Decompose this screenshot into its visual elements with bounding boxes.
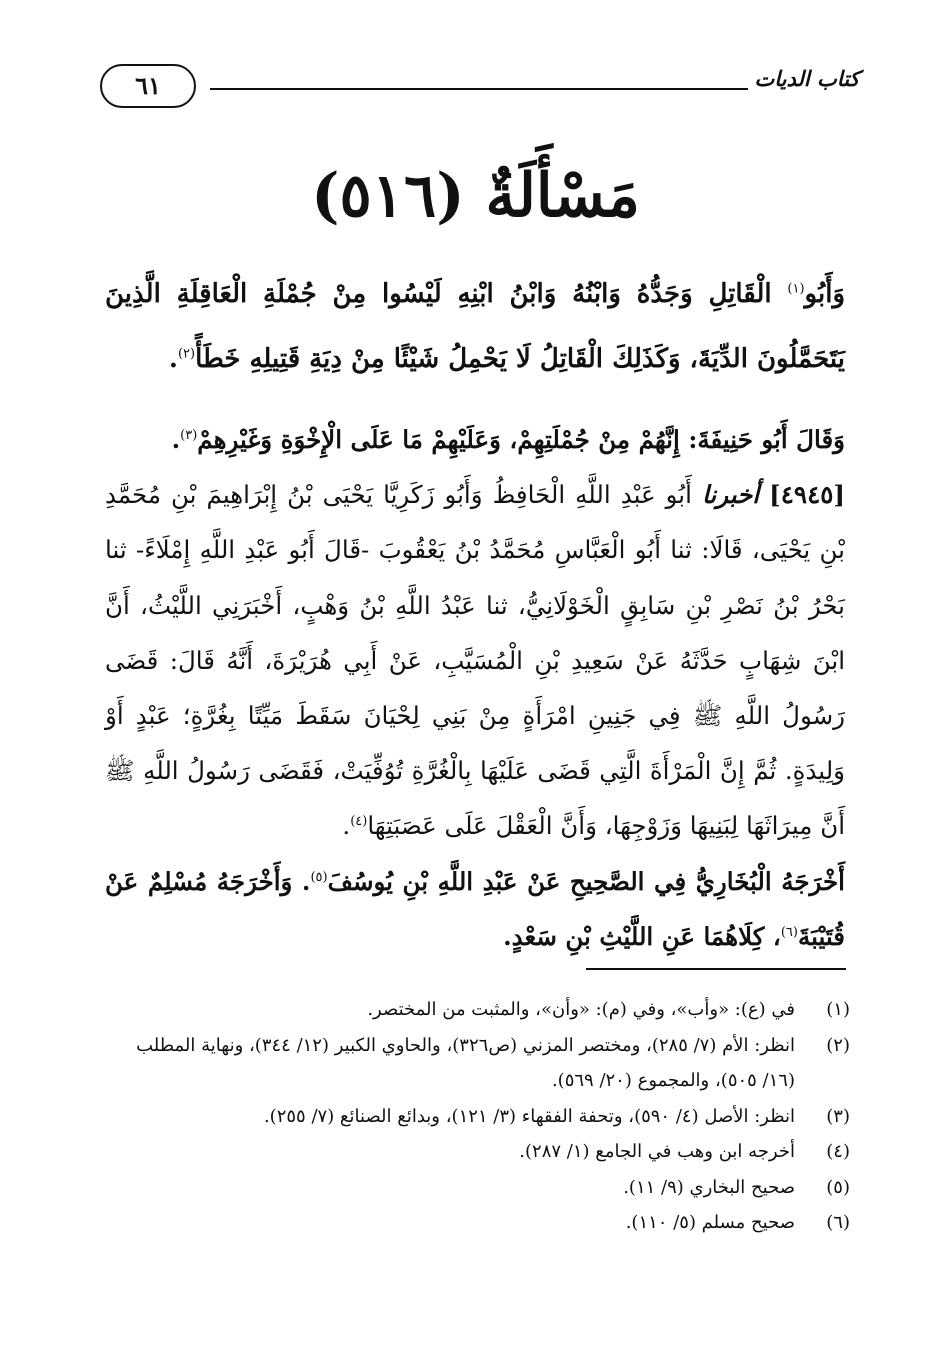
footnote-item: [105, 1099, 850, 1135]
footnote-text: صحيح البخاري (٩/ ١١).: [623, 1176, 795, 1198]
footnote-item: [105, 1028, 850, 1099]
footnote-ref-1: (١): [787, 281, 805, 297]
footnote-number: (٣): [826, 1105, 850, 1127]
header-rule: [210, 88, 748, 90]
hadith-paragraph: [105, 467, 845, 853]
running-title: كتاب الديات: [754, 66, 860, 91]
page-number: ٦١: [100, 64, 196, 108]
footnote-text: صحيح مسلم (٥/ ١١٠).: [625, 1212, 795, 1233]
isnad-end: .: [342, 811, 351, 841]
footnote-number: (١): [826, 999, 850, 1020]
footnote-item: [105, 1170, 850, 1206]
issue-statement: [105, 262, 845, 392]
takhrij-text-3: ، كِلَاهُمَا عَنِ اللَّيْثِ بْنِ سَعْدٍ.: [503, 921, 781, 951]
issue-title: مَسْأَلَةٌ (٥١٦): [311, 161, 640, 231]
footnote-text: في (ع): «وأب»، وفي (م): «وأن»، والمثبت من المختصر.: [367, 999, 795, 1020]
footnote-item: [105, 992, 850, 1028]
footnote-ref-4: (٤): [350, 814, 368, 830]
takhrij-text-1: أَخْرَجَهُ الْبُخَارِيُّ فِي الصَّحِيحِ عَنْ عَبْدِ اللَّهِ بْنِ يُوسُفَ: [327, 866, 845, 896]
footnote-ref-2: (٢): [177, 346, 196, 362]
hadith-number: [٤٩٤٥]: [769, 480, 845, 510]
page-header: [100, 62, 860, 110]
body-text: [105, 412, 845, 964]
takhrij-paragraph: [105, 854, 845, 964]
hanifa-text: وَقَالَ أَبُو حَنِيفَةَ: إِنَّهُمْ مِنْ جُمْلَتِهِمْ، وَعَلَيْهِمْ مَا عَلَى الْإِخْوَةِ وَغَيْرِهِمْ: [197, 425, 845, 454]
statement-part-2: الْقَاتِلِ وَجَدُّهُ وَابْنُهُ وَابْنُ ابْنِهِ لَيْسُوا مِنْ جُمْلَةِ الْعَاقِلَةِ الَّذِينَ يَتَحَمَّلُونَ الدِّيَةَ، وَكَذَلِكَ الْقَاتِلُ لَا يَحْمِلُ شَيْئًا مِنْ دِيَةِ قَتِيلِهِ خَطَأً: [105, 279, 845, 374]
akhbarana-keyword: أخبرنا: [701, 480, 760, 510]
footnote-ref-5: (٥): [310, 869, 328, 885]
takhrij-text-2: . وَأَخْرَجَهُ مُسْلِمٌ عَنْ قُتَيْبَةَ: [105, 866, 845, 951]
footnote-number: (٢): [826, 1034, 850, 1056]
footnote-text: انظر: الأصل (٤/ ٥٩٠)، وتحفة الفقهاء (٣/ ١٢١)، وبدائع الصنائع (٧/ ٢٥٥).: [263, 1105, 795, 1127]
isnad-text: أَبُو عَبْدِ اللَّهِ الْحَافِظُ وَأَبُو زَكَرِيَّا يَحْيَى بْنُ إِبْرَاهِيمَ بْنِ مُحَمَّدِ بْنِ يَحْيَى، قَالَا: ثنا أَبُو الْعَبَّاسِ مُحَمَّدُ بْنُ يَعْقُوبَ -قَالَ أَبُو عَبْدِ اللَّهِ إِمْلَاءً- ثنا بَحْرُ بْنُ نَصْرِ بْنِ سَابِقٍ الْخَوْلَانِيُّ، ثنا عَبْدُ اللَّهِ بْنُ وَهْبٍ، أَخْبَرَنِي اللَّيْثُ، أَنَّ ابْنَ شِهَابٍ حَدَّثَهُ عَنْ سَعِيدِ بْنِ الْمُسَيَّبِ، عَنْ أَبِي هُرَيْرَةَ، أَنَّهُ قَالَ: قَضَى رَسُولُ اللَّهِ ﷺ فِي جَنِينِ امْرَأَةٍ مِنْ بَنِي لِحْيَانَ سَقَطَ مَيِّتًا بِغُرَّةٍ؛ عَبْدٍ أَوْ وَلِيدَةٍ. ثُمَّ إِنَّ الْمَرْأَةَ الَّتِي قَضَى عَلَيْهَا بِالْغُرَّةِ تُوُفِّيَتْ، فَقَضَى رَسُولُ اللَّهِ ﷺ أَنَّ مِيرَاثَهَا لِبَنِيهَا وَزَوْجِهَا، وَأَنَّ الْعَقْلَ عَلَى عَصَبَتِهَا: [105, 480, 845, 841]
statement-part-1: وَأَبُو: [804, 279, 845, 309]
footnote-item: [105, 1134, 850, 1170]
footnote-number: (٤): [826, 1141, 850, 1162]
footnote-separator: [586, 968, 846, 970]
footnote-ref-6: (٦): [780, 924, 798, 940]
hanifa-paragraph: [105, 412, 845, 467]
footnote-text: أخرجه ابن وهب في الجامع (١/ ٢٨٧).: [519, 1141, 795, 1162]
footnote-number: (٥): [826, 1176, 850, 1198]
footnotes-list: [105, 992, 850, 1241]
footnote-number: (٦): [826, 1212, 850, 1233]
footnote-text: انظر: الأم (٧/ ٢٨٥)، ومختصر المزني (ص٣٢٦)، والحاوي الكبير (١٢/ ٣٤٤)، ونهاية المطلب (١٦/ ٥٠٥)، والمجموع (٢٠/ ٥٦٩).: [136, 1034, 795, 1091]
hanifa-end: .: [171, 425, 181, 454]
statement-end: .: [168, 344, 178, 374]
footnote-item: [105, 1205, 850, 1241]
footnote-ref-3: (٣): [180, 427, 198, 443]
